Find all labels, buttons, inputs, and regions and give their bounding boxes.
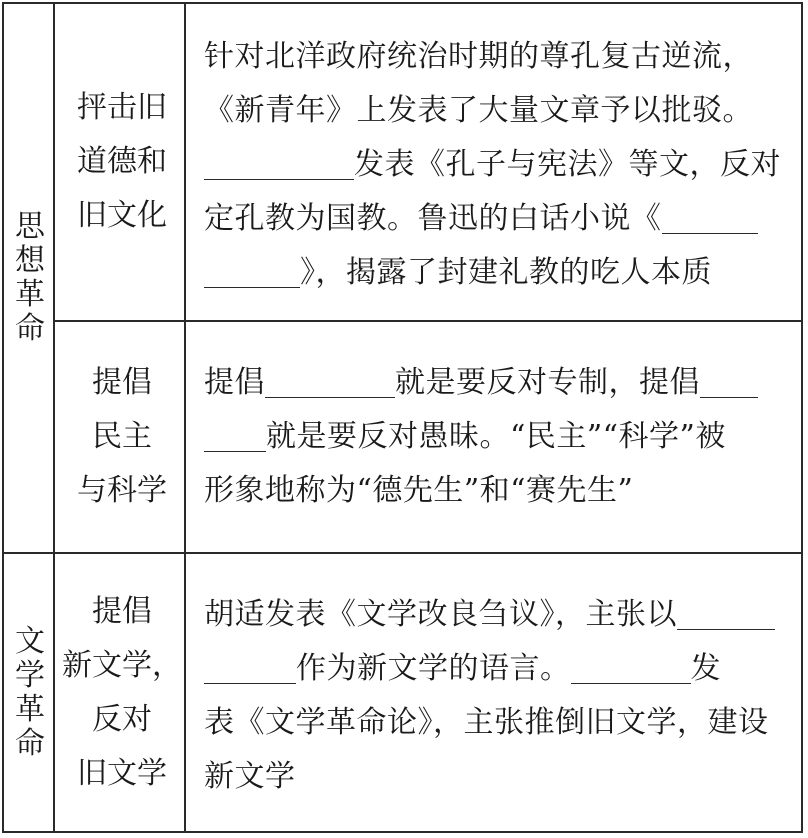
content-line: [204, 356, 794, 410]
fill-in-blank[interactable]: [700, 363, 758, 398]
content-text: 提倡: [204, 365, 265, 400]
history-table: [2, 2, 803, 833]
fill-in-blank[interactable]: [204, 649, 296, 684]
topic-line: 提倡: [92, 365, 152, 400]
content-text: 就是要反对愚昧。“民主”“科学”被: [266, 419, 726, 454]
topic-line: 新文学，: [62, 647, 182, 683]
content-text: 形象地称为“德先生”和“赛先生”: [204, 473, 634, 508]
content-text: 针对北洋政府统治时期的尊孔复古逆流，: [204, 39, 753, 74]
fill-in-blank[interactable]: [662, 199, 758, 234]
fill-in-blank[interactable]: [204, 253, 300, 288]
content-line: [204, 642, 794, 696]
topic-text: [60, 585, 185, 801]
content-line: [204, 464, 794, 518]
content-text: 》，揭露了封建礼教的吃人本质: [300, 255, 712, 290]
category-label: 思想革命: [15, 209, 45, 346]
content-line: [204, 696, 794, 750]
topic-line: 民主: [92, 419, 152, 454]
topic-cell-3: [57, 554, 187, 831]
content-text: 发表《孔子与宪法》等文，反对: [354, 147, 781, 182]
content-text: 《新青年》上发表了大量文章予以批驳。: [204, 93, 753, 128]
topic-text: [60, 81, 185, 243]
content-text: 发: [690, 651, 721, 686]
topic-line: 抨击旧: [77, 90, 167, 125]
content-cell-3: [204, 588, 794, 804]
topic-line: 旧文化: [77, 198, 167, 233]
topic-cell-2: [57, 322, 187, 552]
category-literary-revolution: [6, 554, 54, 831]
content-line: [204, 588, 794, 642]
content-text: 作为新文学的语言。: [296, 651, 571, 686]
fill-in-blank[interactable]: [204, 145, 354, 180]
content-line: [204, 84, 794, 138]
topic-line: 提倡: [92, 593, 152, 629]
content-line: [204, 750, 794, 804]
content-line: [204, 30, 794, 84]
fill-in-blank[interactable]: [204, 417, 266, 452]
content-cell-2: [204, 356, 794, 518]
content-line: [204, 410, 794, 464]
category-label: 文学革命: [15, 623, 45, 761]
topic-line: 旧文学: [77, 755, 167, 791]
content-text: 定孔教为国教。鲁迅的白话小说《: [204, 201, 662, 236]
content-line: [204, 192, 794, 246]
content-cell-1: [204, 30, 794, 300]
content-text: 就是要反对专制，提倡: [395, 365, 700, 400]
topic-text: [60, 356, 185, 518]
topic-line: 道德和: [77, 144, 167, 179]
fill-in-blank[interactable]: [571, 649, 691, 684]
content-text: 胡适发表《文学改良刍议》，主张以: [204, 597, 677, 632]
fill-in-blank[interactable]: [677, 595, 775, 630]
content-text: 新文学: [204, 759, 296, 794]
category-thought-revolution: [6, 4, 54, 552]
fill-in-blank[interactable]: [265, 363, 395, 398]
topic-line: 反对: [92, 701, 152, 737]
content-line: [204, 246, 794, 300]
content-text: 表《文学革命论》，主张推倒旧文学，建设: [204, 705, 769, 740]
topic-line: 与科学: [77, 473, 167, 508]
content-line: [204, 138, 794, 192]
topic-cell-1: [57, 4, 187, 320]
